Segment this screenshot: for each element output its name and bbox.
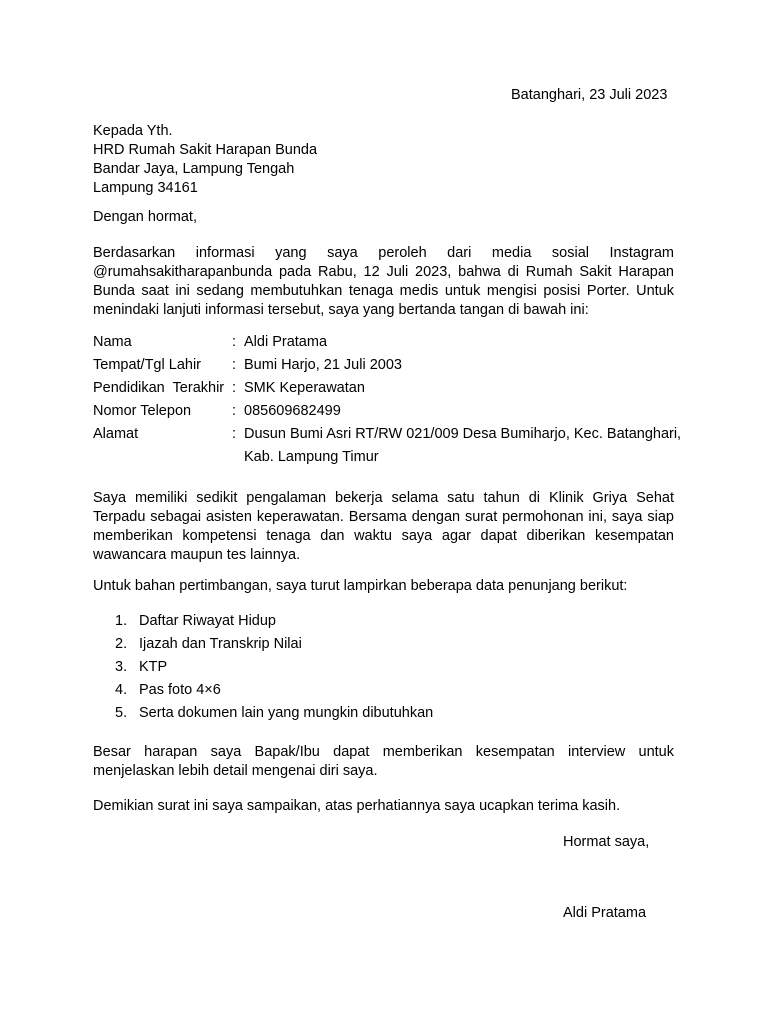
closing-salutation: Hormat saya, [563, 834, 650, 850]
recipient-line: Lampung 34161 [93, 180, 198, 196]
list-number: 5. [115, 705, 128, 721]
identity-colon: : [232, 334, 237, 350]
attachments-intro: Untuk bahan pertimbangan, saya turut lampirkan beberapa data penunjang berikut: [93, 578, 628, 594]
list-number: 2. [115, 636, 128, 652]
list-text: Serta dokumen lain yang mungkin dibutuhkan [139, 705, 434, 721]
identity-value: Aldi Pratama [244, 334, 328, 350]
identity-row [93, 402, 683, 425]
recipient-block [93, 122, 317, 198]
identity-value: SMK Keperawatan [244, 380, 365, 396]
identity-colon: : [232, 403, 237, 419]
identity-row [93, 379, 683, 402]
letter-date: Batanghari, 23 Juli 2023 [511, 87, 668, 103]
recipient-line: HRD Rumah Sakit Harapan Bunda [93, 142, 318, 158]
identity-row [93, 425, 683, 471]
identity-colon: : [232, 426, 237, 442]
signature-name: Aldi Pratama [563, 905, 647, 921]
thanks-paragraph: Demikian surat ini saya sampaikan, atas perhatiannya saya ucapkan terima kasih. [93, 798, 621, 814]
identity-label: Alamat [93, 426, 139, 442]
hope-paragraph: Besar harapan saya Bapak/Ibu dapat memberikan kesempatan interview untuk menjelaskan lebih detail mengenai diri saya. [93, 744, 674, 779]
identity-label: Pendidikan Terakhir [93, 380, 225, 396]
identity-value: 085609682499 [244, 403, 341, 419]
list-text: Ijazah dan Transkrip Nilai [139, 636, 302, 652]
identity-colon: : [232, 380, 237, 396]
identity-value: Bumi Harjo, 21 Juli 2003 [244, 357, 402, 373]
identity-row [93, 333, 683, 356]
identity-label: Nomor Telepon [93, 403, 192, 419]
list-number: 4. [115, 682, 128, 698]
identity-label: Nama [93, 334, 132, 350]
list-number: 3. [115, 659, 128, 675]
intro-paragraph: Berdasarkan informasi yang saya peroleh dari media sosial Instagram @rumahsakitharapanbunda pada Rabu, 12 Juli 2023, bahwa di Rumah Sakit Harapan Bunda saat ini sedang membutuhkan tenaga medis untuk mengisi posisi Porter. Untuk menindaki lanjuti informasi tersebut, saya yang bertanda tangan di bawah ini: [93, 245, 674, 318]
list-number: 1. [115, 613, 128, 629]
identity-label: Tempat/Tgl Lahir [93, 357, 201, 373]
identity-colon: : [232, 357, 237, 373]
identity-table [93, 333, 683, 471]
experience-paragraph: Saya memiliki sedikit pengalaman bekerja selama satu tahun di Klinik Griya Sehat Terpadu sebagai asisten keperawatan. Bersama dengan surat permohonan ini, saya siap memberikan kompetensi tenaga dan waktu saya agar dapat diberikan kesempatan wawancara maupun tes lainnya. [93, 490, 674, 563]
identity-value: Dusun Bumi Asri RT/RW 021/009 Desa Bumiharjo, Kec. Batanghari, Kab. Lampung Timur [244, 426, 682, 465]
recipient-line: Kepada Yth. [93, 123, 173, 139]
recipient-line: Bandar Jaya, Lampung Tengah [93, 161, 295, 177]
identity-row [93, 356, 683, 379]
list-text: Pas foto 4×6 [139, 682, 221, 698]
list-text: Daftar Riwayat Hidup [139, 613, 276, 629]
list-text: KTP [139, 659, 168, 675]
greeting: Dengan hormat, [93, 209, 197, 225]
